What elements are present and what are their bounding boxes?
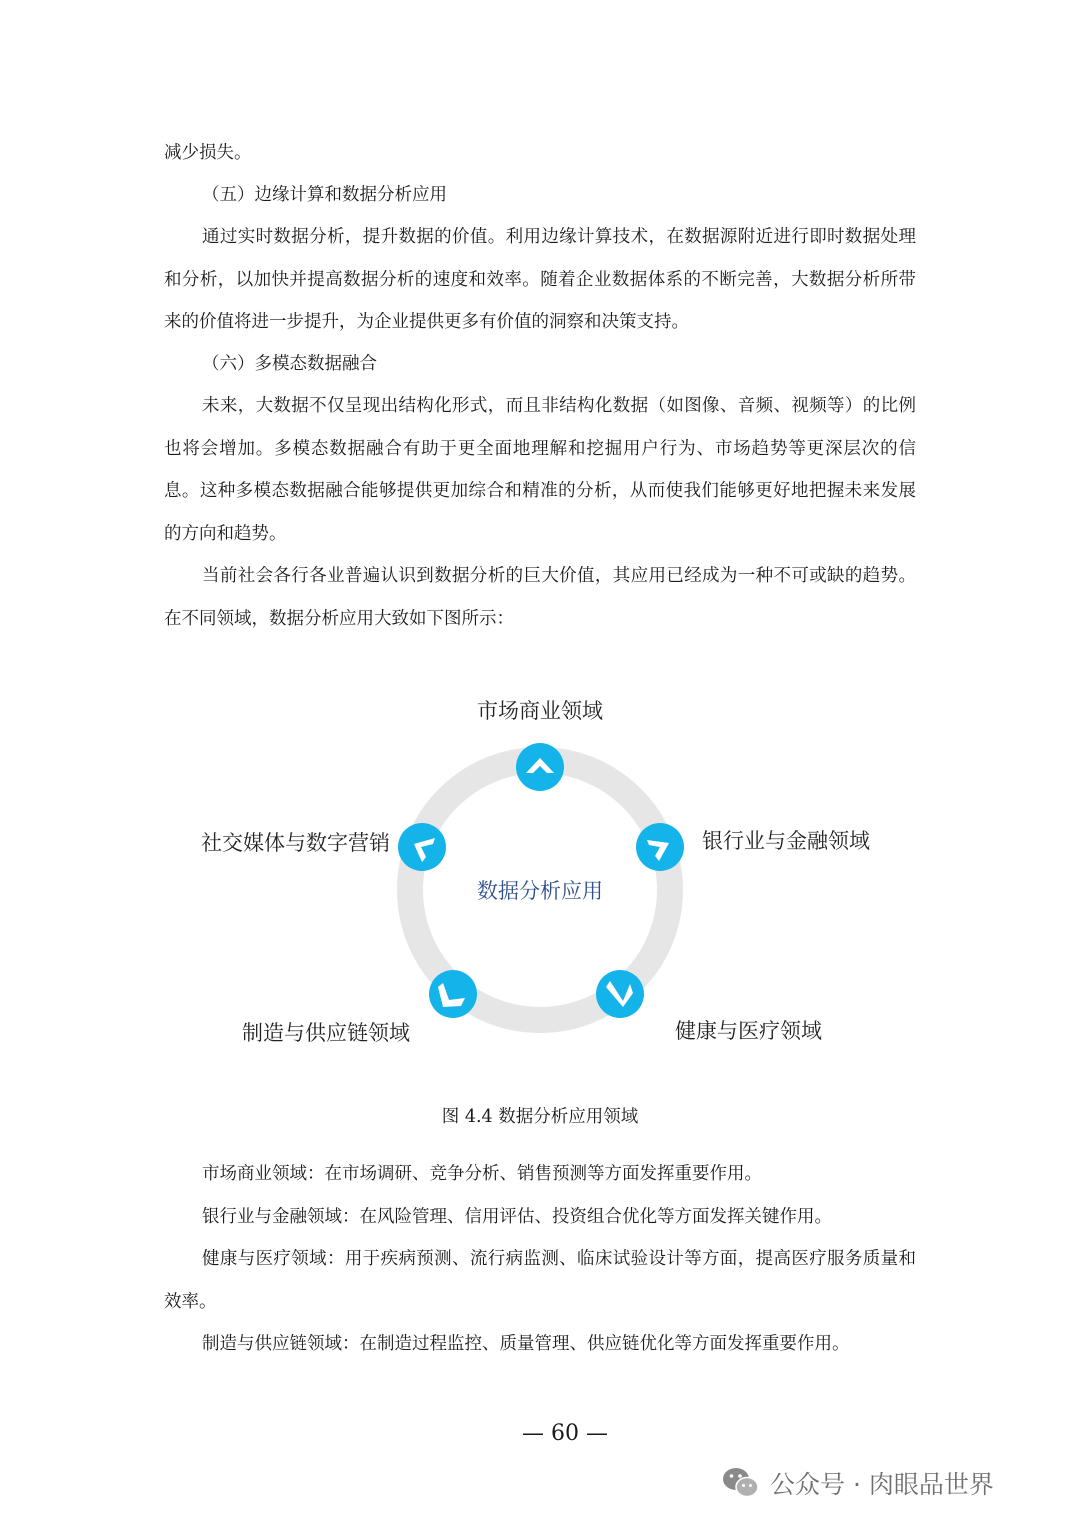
description-banking: 银行业与金融领域：在风险管理、信用评估、投资组合优化等方面发挥关键作用。 [202, 1207, 832, 1227]
watermark [722, 1460, 994, 1506]
node-label-market: 市场商业领域 [477, 699, 603, 723]
wechat-icon [722, 1466, 760, 1500]
paragraph-continuation: 减少损失。 [164, 143, 252, 163]
section-heading-6: （六）多模态数据融合 [202, 354, 377, 374]
paragraph-edge-computing: 通过实时数据分析，提升数据的价值。利用边缘计算技术，在数据源附近进行即时数据处理和分析，以加快并提高数据分析的速度和效率。随着企业数据体系的不断完善，大数据分析所带来的价值将进一步提升，为企业提供更多有价值的洞察和决策支持。 [164, 227, 916, 332]
watermark-text: 公众号 · 肉眼品世界 [770, 1470, 994, 1499]
node-label-manufacturing: 制造与供应链领域 [242, 1021, 410, 1045]
figure-caption: 图 4.4 数据分析应用领域 [441, 1107, 639, 1127]
node-label-health: 健康与医疗领域 [675, 1019, 822, 1043]
description-health: 健康与医疗领域：用于疾病预测、流行病监测、临床试验设计等方面，提高医疗服务质量和效率。 [164, 1249, 916, 1312]
page-number: — 60 — [522, 1421, 608, 1446]
data-analysis-diagram [150, 680, 930, 1080]
description-market: 市场商业领域：在市场调研、竞争分析、销售预测等方面发挥重要作用。 [202, 1164, 762, 1184]
node-manufacturing-icon [429, 970, 477, 1018]
description-manufacturing: 制造与供应链领域：在制造过程监控、质量管理、供应链优化等方面发挥重要作用。 [202, 1334, 850, 1354]
node-health-icon [596, 970, 644, 1018]
node-social-icon [398, 823, 446, 871]
paragraph-intro-figure: 当前社会各行各业普遍认识到数据分析的巨大价值，其应用已经成为一种不可或缺的趋势。在不同领域，数据分析应用大致如下图所示： [164, 566, 916, 629]
paragraph-multimodal: 未来，大数据不仅呈现出结构化形式，而且非结构化数据（如图像、音频、视频等）的比例也将会增加。多模态数据融合有助于更全面地理解和挖掘用户行为、市场趋势等更深层次的信息。这种多模态数据融合能够提供更加综合和精准的分析，从而使我们能够更好地把握未来发展的方向和趋势。 [164, 396, 916, 544]
node-market-icon [516, 743, 564, 791]
node-label-social: 社交媒体与数字营销 [201, 831, 390, 855]
node-banking-icon [636, 823, 684, 871]
diagram-center-label: 数据分析应用 [477, 879, 603, 903]
section-heading-5: （五）边缘计算和数据分析应用 [202, 185, 447, 205]
node-label-banking: 银行业与金融领域 [702, 829, 870, 853]
